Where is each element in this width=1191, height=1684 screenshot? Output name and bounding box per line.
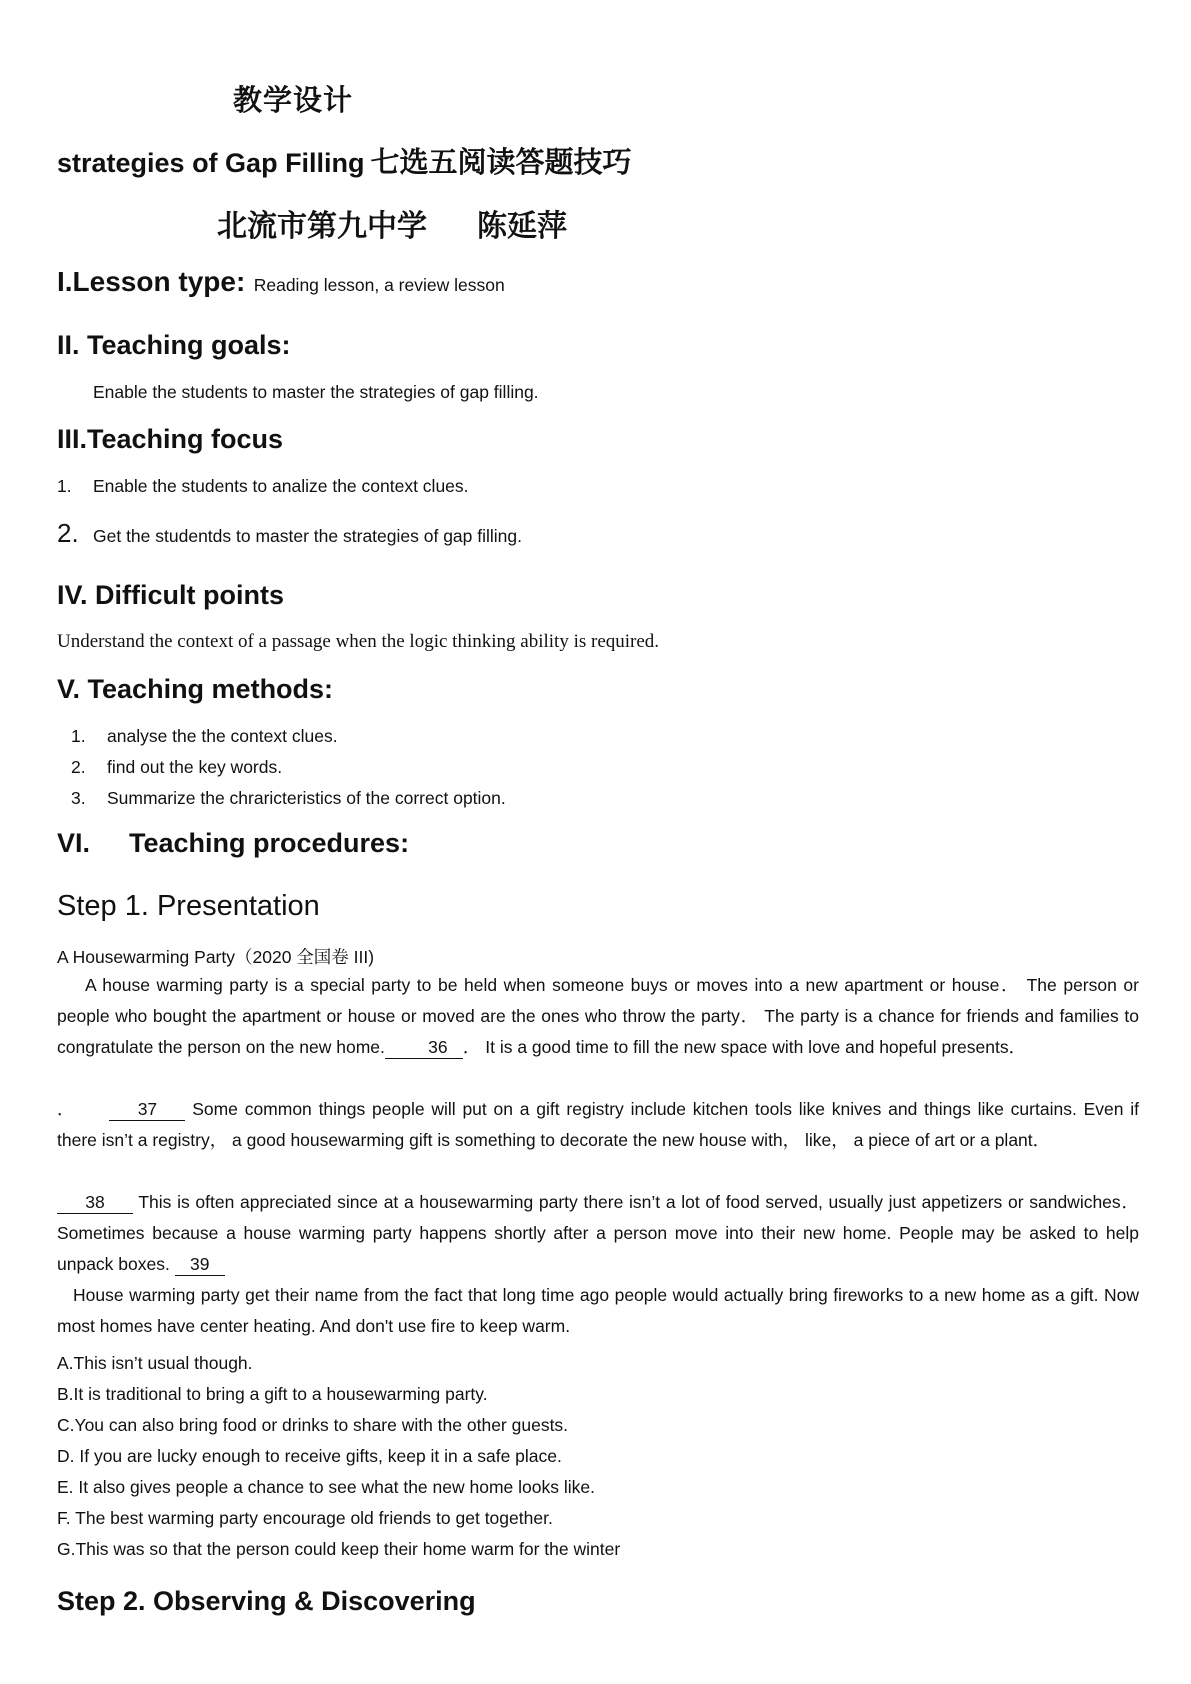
passage-paragraph-2 bbox=[57, 1094, 1139, 1156]
author-name: 陈延萍 bbox=[477, 209, 567, 244]
passage-paragraph-4: House warming party get their name from the fact that long time ago people would actually bring fireworks to a new home as a gift. Now most homes have center heating. And don't use fire to keep warm. bbox=[57, 1285, 1139, 1337]
paragraph-text: A house warming party is a special party to be held when someone buys or moves into a new apartment or house． The person or people who bought the apartment or house or moved are the ones who throw the party． The party is a chance for friends and families to congratulate the person on the new home. bbox=[57, 975, 1139, 1058]
lesson-type-value: Reading lesson, a review lesson bbox=[253, 275, 505, 295]
passage-title: A Housewarming Party（2020 全国卷 III) bbox=[57, 947, 375, 967]
option-g: G.This was so that the person could keep their home warm for the winter bbox=[57, 1539, 621, 1559]
list-number: 1. bbox=[71, 726, 86, 746]
paragraph-text: ． It is a good time to fill the new space with love and hopeful presents． bbox=[462, 1037, 1027, 1058]
list-number: 2. bbox=[57, 518, 79, 548]
list-text: Enable the students to analize the context clues. bbox=[93, 476, 469, 496]
list-text: analyse the the context clues. bbox=[107, 726, 338, 746]
difficult-points-text: Understand the context of a passage when the logic thinking ability is required. bbox=[57, 631, 660, 652]
teaching-methods-item bbox=[71, 788, 506, 809]
blank-39[interactable]: 39 bbox=[175, 1253, 225, 1276]
paragraph-text: This is often appreciated since at a housewarming party there isn’t a lot of food served, usually just appetizers or sandwiches． Sometimes because a house warming party happens shortly after a person move into their new home. People may be asked to help unpack boxes. bbox=[57, 1192, 1139, 1275]
option-b: B.It is traditional to bring a gift to a housewarming party. bbox=[57, 1384, 488, 1404]
paragraph-lead: ． bbox=[57, 1099, 77, 1119]
subtitle-english: strategies of Gap Filling bbox=[57, 148, 365, 178]
passage-paragraph-1 bbox=[57, 970, 1139, 1064]
heading-number: VI. bbox=[57, 828, 91, 858]
passage-paragraph-3 bbox=[57, 1187, 1139, 1281]
list-text: Get the studentds to master the strategies of gap filling. bbox=[93, 526, 522, 546]
teaching-methods-item bbox=[71, 757, 282, 778]
option-f: F. The best warming party encourage old friends to get together. bbox=[57, 1508, 553, 1528]
teaching-goals-text: Enable the students to master the strategies of gap filling. bbox=[93, 382, 539, 402]
teaching-methods-heading: V. Teaching methods: bbox=[57, 674, 334, 704]
list-text: Summarize the chraricteristics of the correct option. bbox=[107, 788, 506, 808]
teaching-focus-heading: III.Teaching focus bbox=[57, 424, 284, 454]
list-number: 1. bbox=[57, 476, 72, 496]
step2-title: Step 2. Observing & Discovering bbox=[57, 1586, 476, 1616]
document-subtitle bbox=[57, 140, 632, 181]
difficult-points-heading: IV. Difficult points bbox=[57, 580, 285, 610]
teaching-methods-item bbox=[71, 726, 338, 747]
paragraph-text: Some common things people will put on a gift registry include kitchen tools like knives and things like curtains. Even if there isn’t a registry， a good housewarming gift is something to decorate the new house with， like， a piece of art or a plant． bbox=[57, 1099, 1139, 1151]
blank-38[interactable]: 38 bbox=[57, 1191, 133, 1214]
option-c: C.You can also bring food or drinks to share with the other guests. bbox=[57, 1415, 569, 1435]
option-d: D. If you are lucky enough to receive gifts, keep it in a safe place. bbox=[57, 1446, 562, 1466]
school-name: 北流市第九中学 bbox=[217, 209, 427, 244]
option-a: A.This isn’t usual though. bbox=[57, 1353, 253, 1373]
blank-36[interactable]: 36 bbox=[385, 1036, 463, 1059]
author-line bbox=[217, 201, 567, 245]
subtitle-chinese: 七选五阅读答题技巧 bbox=[370, 145, 632, 179]
list-number: 2. bbox=[71, 757, 86, 777]
option-e: E. It also gives people a chance to see what the new home looks like. bbox=[57, 1477, 595, 1497]
teaching-goals-heading: II. Teaching goals: bbox=[57, 330, 291, 360]
teaching-focus-item bbox=[57, 476, 469, 497]
step1-title: Step 1. Presentation bbox=[57, 890, 320, 922]
list-number: 3. bbox=[71, 788, 86, 808]
lesson-type-section bbox=[57, 266, 505, 298]
list-text: find out the key words. bbox=[107, 757, 283, 777]
teaching-focus-item bbox=[57, 518, 522, 549]
teaching-procedures-heading bbox=[57, 828, 409, 859]
heading-text: Teaching procedures: bbox=[129, 828, 410, 858]
blank-37[interactable]: 37 bbox=[109, 1098, 185, 1121]
document-title: 教学设计 bbox=[233, 83, 354, 117]
lesson-type-heading: I.Lesson type: bbox=[57, 266, 246, 297]
